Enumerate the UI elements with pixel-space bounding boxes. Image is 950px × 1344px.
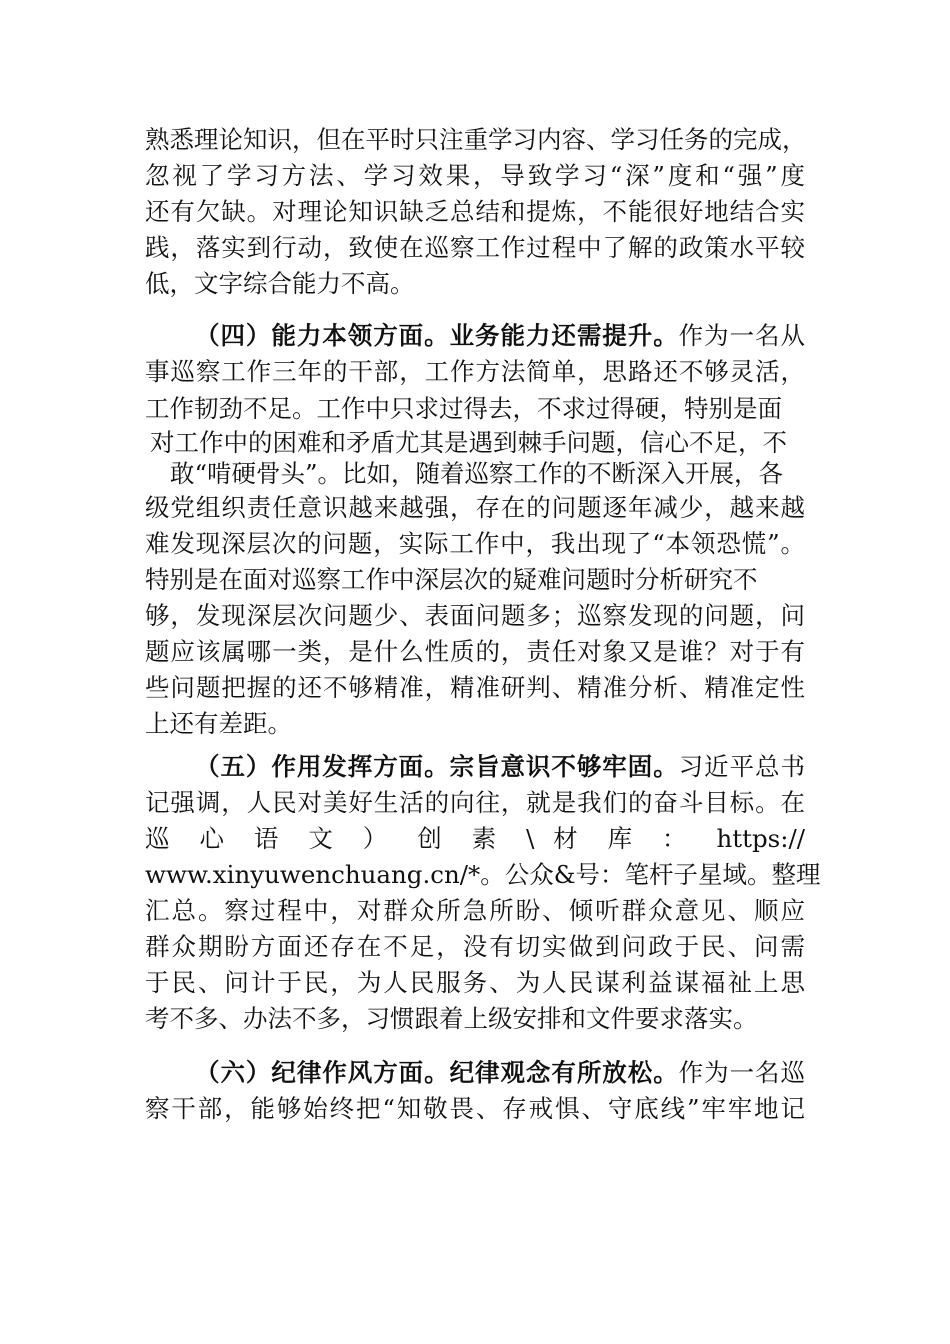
section-heading-line [195,318,805,354]
paragraph-line: 汇总。察过程中，对群众所急所盼、倾听群众意见、顺应 [145,896,805,925]
paragraph-line: 还有欠缺。对理论知识缺乏总结和提炼，不能很好地结合实 [145,197,805,226]
paragraph-line: 级党组织责任意识越来越强，存在的问题逐年减少，越来越 [145,493,805,522]
paragraph-line: 工作韧劲不足。工作中只求过得去，不求过得硬，特别是面 [145,394,782,423]
paragraph-text: 作为一名从 [678,321,805,350]
paragraph-text: 作为一名巡 [678,1058,805,1087]
paragraph-line: 忽视了学习方法、学习效果，导致学习“深”度和“强”度 [145,161,805,190]
paragraph-line: 践，落实到行动，致使在巡察工作过程中了解的政策水平较 [145,233,805,262]
section-heading-line [195,749,805,785]
paragraph-text: 习近平总书 [678,752,805,781]
paragraph-line: 对工作中的困难和矛盾尤其是遇到棘手问题，信心不足，不 [150,428,787,457]
paragraph-line: 考不多、办法不多，习惯跟着上级安排和文件要求落实。 [145,1004,758,1033]
paragraph-line: 低，文字综合能力不高。 [145,269,415,298]
paragraph-line: 察干部，能够始终把“知敬畏、存戒惧、守底线”牢牢地记 [145,1094,805,1123]
section-heading: （四）能力本领方面。业务能力还需提升。 [195,321,679,350]
paragraph-line: 巡 心 语 文 ） 创 素 \ 材 库 ： https:// [145,824,805,853]
paragraph-line: 群众期盼方面还存在不足，没有切实做到问政于民、问需 [145,932,805,961]
paragraph-line: 事巡察工作三年的干部，工作方法简单，思路还不够灵活， [145,357,805,386]
paragraph-line: 特别是在面对巡察工作中深层次的疑难问题时分析研究不 [145,565,758,594]
paragraph-line: 记强调，人民对美好生活的向往，就是我们的奋斗目标。在 [145,788,805,817]
section-heading: （六）纪律作风方面。纪律观念有所放松。 [195,1058,679,1087]
paragraph-line: www.xinyuwenchuang.cn/*。公众&号：笔杆子星域。整理 [145,860,821,889]
paragraph-line: 够，发现深层次问题少、表面问题多；巡察发现的问题，问 [145,601,805,630]
section-heading-line [195,1055,805,1091]
paragraph-line: 敢“啃硬骨头”。比如，随着巡察工作的不断深入开展，各 [170,459,784,488]
paragraph-line: 于民、问计于民，为人民服务、为人民谋利益谋福祉上思 [145,968,805,997]
paragraph-line: 上还有差距。 [145,709,292,738]
paragraph-line: 熟悉理论知识，但在平时只注重学习内容、学习任务的完成， [145,125,807,154]
paragraph-line: 些问题把握的还不够精准，精准研判、精准分析、精准定性 [145,673,805,702]
paragraph-line: 题应该属哪一类，是什么性质的，责任对象又是谁？对于有 [145,637,805,666]
section-heading: （五）作用发挥方面。宗旨意识不够牢固。 [195,752,679,781]
paragraph-line: 难发现深层次的问题，实际工作中，我出现了“本领恐慌”。 [145,529,805,558]
